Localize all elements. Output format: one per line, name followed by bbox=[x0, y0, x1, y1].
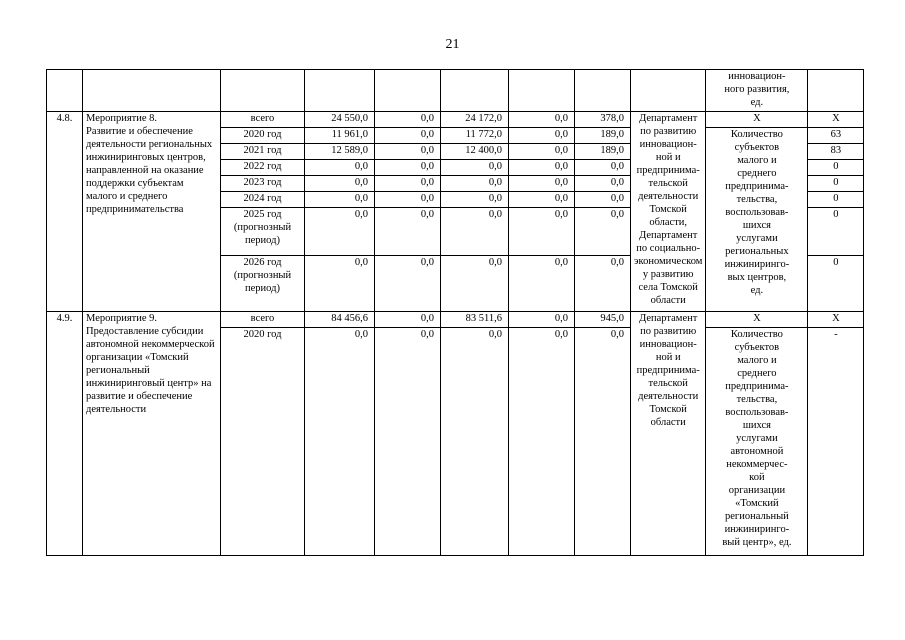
value-cell: 0,0 bbox=[509, 208, 575, 256]
value-cell: 0,0 bbox=[441, 192, 509, 208]
value-cell: 83 511,6 bbox=[441, 312, 509, 328]
value-cell: 0,0 bbox=[375, 128, 441, 144]
value-cell: 0,0 bbox=[575, 176, 631, 192]
value-cell: 945,0 bbox=[575, 312, 631, 328]
value-cell: 0,0 bbox=[509, 192, 575, 208]
value-cell: 0,0 bbox=[441, 176, 509, 192]
value-cell: 0,0 bbox=[509, 328, 575, 556]
value-cell: 24 172,0 bbox=[441, 112, 509, 128]
value-cell: 0,0 bbox=[509, 144, 575, 160]
value-cell: 0,0 bbox=[509, 256, 575, 312]
value-cell: 11 772,0 bbox=[441, 128, 509, 144]
value-cell: 0,0 bbox=[375, 144, 441, 160]
indicator-cell: Х bbox=[706, 312, 808, 328]
value-cell: 84 456,6 bbox=[305, 312, 375, 328]
indicator-value: 0 bbox=[808, 192, 864, 208]
value-cell: 0,0 bbox=[375, 192, 441, 208]
value-cell: 0,0 bbox=[575, 328, 631, 556]
page-number: 21 bbox=[445, 37, 460, 52]
period-cell: 2023 год bbox=[221, 176, 305, 192]
value-cell: 0,0 bbox=[575, 208, 631, 256]
value-cell: 0,0 bbox=[441, 256, 509, 312]
value-cell: 0,0 bbox=[509, 128, 575, 144]
indicator-value: - bbox=[808, 328, 864, 556]
value-cell: 0,0 bbox=[305, 208, 375, 256]
table-row bbox=[47, 112, 864, 128]
indicator-cell: Количество субъектов малого и среднего предпринима- тельства, воспользовав- шихся услугами региональных инжиниринго- вых центров, ед. bbox=[706, 128, 808, 312]
period-cell: 2021 год bbox=[221, 144, 305, 160]
value-cell: 378,0 bbox=[575, 112, 631, 128]
measure-name: Мероприятие 8. Развитие и обеспечение деятельности региональных инжиниринговых центров, направленной на оказание поддержки субъектам малого и среднего предпринимательства bbox=[83, 112, 221, 312]
value-cell: 0,0 bbox=[305, 256, 375, 312]
indicator-value: 0 bbox=[808, 256, 864, 312]
executor-cell: Департамент по развитию инновацион- ной и предпринима- тельской деятельности Томской области bbox=[631, 312, 706, 556]
value-cell: 0,0 bbox=[575, 256, 631, 312]
value-cell: 0,0 bbox=[509, 112, 575, 128]
period-cell: 2025 год (прогнозный период) bbox=[221, 208, 305, 256]
executor-cell: Департамент по развитию инновацион- ной и предпринима- тельской деятельности Томской области, Департамент по социально- экономическом у развитию села Томской области bbox=[631, 112, 706, 312]
value-cell: 0,0 bbox=[509, 312, 575, 328]
indicator-value: 0 bbox=[808, 208, 864, 256]
value-cell: 0,0 bbox=[509, 160, 575, 176]
value-cell: 0,0 bbox=[375, 208, 441, 256]
value-cell: 0,0 bbox=[305, 328, 375, 556]
period-cell: 2026 год (прогнозный период) bbox=[221, 256, 305, 312]
period-cell: 2020 год bbox=[221, 128, 305, 144]
value-cell: 0,0 bbox=[375, 328, 441, 556]
value-cell: 0,0 bbox=[441, 160, 509, 176]
continuation-row bbox=[47, 70, 864, 112]
indicator-cell: инновацион- ного развития, ед. bbox=[706, 70, 808, 112]
value-cell: 0,0 bbox=[375, 176, 441, 192]
value-cell: 0,0 bbox=[375, 112, 441, 128]
value-cell: 189,0 bbox=[575, 144, 631, 160]
value-cell: 0,0 bbox=[441, 208, 509, 256]
indicator-cell: Количество субъектов малого и среднего предпринима- тельства, воспользовав- шихся услугами автономной некоммерчес- кой организации «Томский региональный инжиниринго- вый центр», ед. bbox=[706, 328, 808, 556]
indicator-value: 0 bbox=[808, 176, 864, 192]
period-cell: всего bbox=[221, 312, 305, 328]
value-cell: 0,0 bbox=[509, 176, 575, 192]
value-cell: 0,0 bbox=[441, 328, 509, 556]
value-cell: 0,0 bbox=[375, 312, 441, 328]
indicator-value: Х bbox=[808, 112, 864, 128]
indicator-cell: Х bbox=[706, 112, 808, 128]
period-cell: 2020 год bbox=[221, 328, 305, 556]
table-row bbox=[47, 312, 864, 328]
period-cell: 2024 год bbox=[221, 192, 305, 208]
row-number: 4.8. bbox=[47, 112, 83, 312]
value-cell: 0,0 bbox=[575, 160, 631, 176]
measure-name: Мероприятие 9. Предоставление субсидии автономной некоммерческой организации «Томский региональный инжиниринговый центр» на развитие и обеспечение деятельности bbox=[83, 312, 221, 556]
indicator-value: 83 bbox=[808, 144, 864, 160]
value-cell: 24 550,0 bbox=[305, 112, 375, 128]
value-cell: 0,0 bbox=[305, 160, 375, 176]
period-cell: 2022 год bbox=[221, 160, 305, 176]
indicator-value: Х bbox=[808, 312, 864, 328]
period-cell: всего bbox=[221, 112, 305, 128]
indicator-value: 0 bbox=[808, 160, 864, 176]
indicator-value: 63 bbox=[808, 128, 864, 144]
value-cell: 12 400,0 bbox=[441, 144, 509, 160]
value-cell: 0,0 bbox=[305, 192, 375, 208]
value-cell: 0,0 bbox=[375, 160, 441, 176]
program-table bbox=[46, 69, 864, 556]
value-cell: 11 961,0 bbox=[305, 128, 375, 144]
value-cell: 12 589,0 bbox=[305, 144, 375, 160]
value-cell: 0,0 bbox=[305, 176, 375, 192]
row-number: 4.9. bbox=[47, 312, 83, 556]
value-cell: 0,0 bbox=[575, 192, 631, 208]
value-cell: 189,0 bbox=[575, 128, 631, 144]
value-cell: 0,0 bbox=[375, 256, 441, 312]
